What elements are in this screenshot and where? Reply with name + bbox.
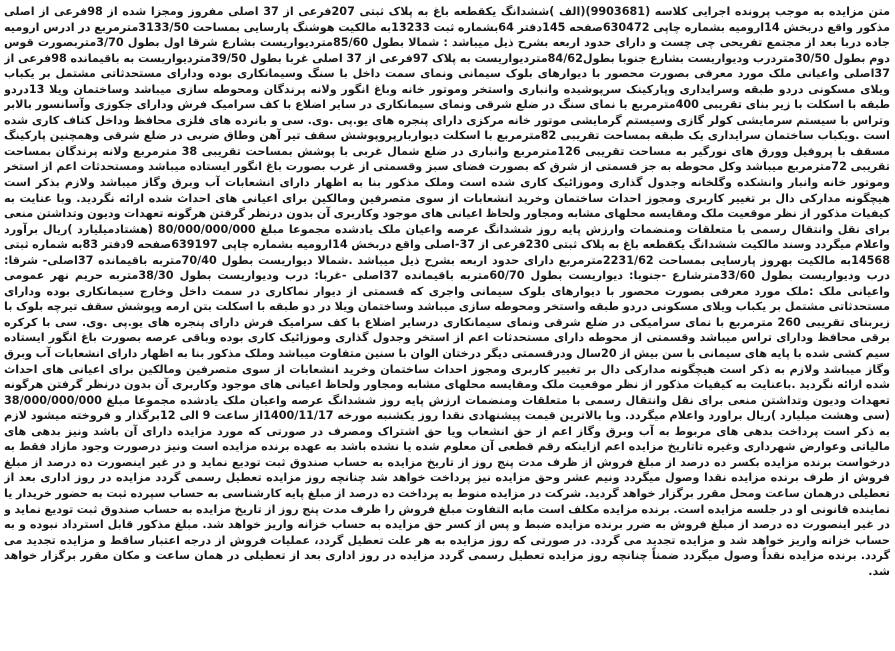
- auction-notice-text: متن مزایده به موجب پرونده اجرایی کلاسه (9903681)(الف )ششدانگ یکقطعه باغ به پلاک ثبتی 207فرعی از 37 اصلی مفروز ومجزا شده از 98فرعی از اصلی مذکور واقع دربخش 14ارومیه بشماره چاپی 630472صفحه 145دفتر 64بشماره ثبت 13233به مالکیت هوشنگ پارسایی بمساحت 3133/50مترمربع در ادرس ارومیه جاده دربا بعد از مجتمع تفریحی چی چست و دارای حدود اربعه بشرح ذیل میباشد : شمالا بطول 85/60متردیواریست بشارع شرقا اول بطول 3/70متربصورت قوس دوم بطول 30/50متردرب ودیواریست بشارع جنوبا بطول84/62متردیواریست به پلاک 97فرعی از 37 اصلی غربا بطول 39/50متردیواریست به باقیمانده 98فرعی از 37اصلی واعیانی ملک مورد معرفی بصورت محصور با دیوارهای بلوک سیمانی ونمای سمت داخل با سنگ وسیمانکاری بوده ودارای مستحدثاتی مشتمل بر یکباب ویلای مسکونی دردو طبقه وسرایداری وپارکینک سرپوشیده وانباری واستخر وموتور خانه وباغ انگور ولانه پرندگان ومحوطه سازی میباشد وساختمان ویلا 13دردو طبقه با اسکلت با زیر بنای تقریبی 400مترمربع با نمای سنگ در ضلع شرقی ونمای سیمانکاری در سایر اضلاع با کف سرامیک فرش ودارای جکوزی وآسانسور بالابر وتراس با سیستم سرمایشی کولر گازی وسیستم گرمایشی موتور خانه مرکزی دارای پنجره های یو.پی .وی. سی و بانرده های فلزی محافظ وداخل کناف کاری شده است .ویکباب ساختمان سرایداری یک طبقه بمساحت تقریبی 82مترمربع با اسکلت دیواربارپروپوشش سقف تیر آهن وطاق ضربی در ضلع شرقی وهمچنین پارکینگ مسقف با پروفیل وورق های نورگیر به مساحت تقریبی 126مترمربع وانباری در ضلع شمال غربی با پوشش بمساحت تقریبی 38 مترمربع ولانه پرندگان بمساحت تقریبی 72مترمربع میباشد وکل محوطه به جز قسمتی از شرق که بصورت فضای سبز وقسمتی از غرب بصورت باغ انگور ایستاده میباشد ومستحدثات اعم از استخر وموتور خانه وانبار وانشکده وگلخانه وجدول گذاری وموزائیک کاری شده است وملک مذکور بنا به اظهار دارای انشعابات آب وبرق وگاز میباشد ولازم بذکر است هیچگونه مدارکی دال بر تغییر کاربری ومجوز احداث ساختمان وخرید انشعابات از سوی متصرفین ومالکین برای اعیانی های احداث شده ارائه نگردید. وبا عنایت به کیفیات مذکور از نظر موقعیت ملک ومقایسه محلهای مشابه ومجاور ولحاظ اعیانی های موجود وکاربری آن بدون درنظر گرفتن هرگونه تعهدات ودیون وتداشتن منعی برای نقل وانتقال رسمی با متعلقات ومنضمات وارزش پایه روز ششدانگ عرصه واعیان ملک یادشده مجموعا مبلغ 80/000/000/000 (هشتادمیلیارد )ریال برآورد واعلام میگردد وسند مالکیت ششدانگ یکقطعه باغ به پلاک ثبتی 230فرعی از 37-اصلی واقع دربخش 14ارومیه بشماره چاپی 639197صفحه 9دفتر 83به شماره ثبتی 14568به مالکیت بهروز پارسایی بمساحت 2231/62مترمربع دارای حدود اربعه بشرح ذیل میباشد .شمالا دیواریست بطول 70/40متربه باقیمانده 37اصلی- شرقا: درب ودیواریست بطول 33/60مترشارع -جنوبا: دیواریست بطول 60/70متربه باقیمانده 37اصلی -غربا: درب ودیواریست بطول 38/30متربه حریم نهر عمومی واعیانی ملک :ملک مورد معرفی بصورت محصور با دیوارهای بلوک سیمانی واجری که قسمتی از دیوار نماکاری در سمت داخل وخارج سیمانکاری بوده ودارای مستحدثاتی مشتمل بر یکباب ویلای مسکونی دردو طبقه واستخر ومحوطه سازی میباشد وساختمان ویلا در دو طبقه با اسکلت بتن ارمه وپوشش سقف تیرچه بلوک با زیربنای تقریبی 260 مترمربع با نمای سرامیکی در ضلع شرقی ونمای سیمانکاری درسایر اضلاع با کف سرامیک فرش دارای پنجره های یو.پی .وی. سی با کرکره برقی محافظ ودارای تراس میباشد وقسمتی از محوطه دارای مستحدثات اعم از استخر وجدول گذاری وموزائیک کاری بوده وباقی عرصه بصورت باغ انگور ایستاده سیم کشی شده با پایه های سیمانی با سن بیش از 20سال ودرقسمتی دیگر درختان الوان با سنین متفاوت میباشد وملک مذکور بنا به اظهار دارای انشعابات آب وبرق وگاز میباشد ولازم به ذکر است هیچگونه مدارکی دال بر تغییر کاربری ومجوز احداث ساختمان وخرید انشعابات از سوی متصرفین ومالکین برای اعیانی های احداث شده ارائه نگردید .باعنایت به کیفیات مذکور از نظر موقعیت ملک ومقایسه محلهای مشابه ومجاور ولحاظ اعیانی های موجود وکاربری آن بدون درنظر گرفتن هرگونه تعهدات ودیون وتداشتن منعی برای نقل وانتقال رسمی با متعلقات ومنضمات ارزش پایه روز ششدانگ عرصه واعیان ملک یادشده مجموعا مبلغ 38/000/000/000 (سی وهشت میلیارد )ریال براورد واعلام میگردد. وبا بالاترین قیمت پیشنهادی نقدا روز یکشنبه مورخه 1400/11/17از ساعت 9 الی 12برگذار و فروخته میشود لازم به ذکر است پرداخت بدهی های مربوط به آب وبرق وگاز اعم از حق انشعاب ویا حق اشتراک ومصرف در صورتی که مورد مزایده دارای آن باشد ونیز بدهی های مالیاتی وعوارض شهرداری وغیره تاتاریخ مزایده اعم ازاینکه رقم قطعی آن معلوم شده یا نشده باشد به عهده برنده مزایده است ونیز درصورت وجود مازاد فقط به درخواست برنده مزایده بکسر ده درصد از مبلغ فروش از ظرف مدت پنج روز از تاریخ مزایده به حساب صندوق ثبت تودیع نماید و در غیر اینصورت ده درصد از مبلغ فروش از طرف برنده مزایده نقدا وصول میگردد ونیم عشر وحق مزایده نیز پرداخت خواهد شد چنانچه روز مزایده تعطیل رسمی گردد مزایده در روز اداری بعد از تعطیلی درهمان ساعت ومحل مقرر برگزار خواهد گردید. شرکت در مزایده منوط به پرداخت ده درصد از مبلغ پایه کارشناسی به حساب سپرده ثبت به حضور خریدار یا نماینده قانونی او در جلسه مزایده است. برنده مزایده مکلف است مابه التفاوت مبلغ فروش را ظرف مدت پنج روز از تاریخ مزایده به حساب صندوق ثبت تودیع نماید و در غیر اینصورت ده درصد از مبلغ فروش به ضرر برنده مزایده ضبط و پس از کسر حق مزایده به حساب خزانه واریز خواهد شد. مبلغ مذکور قابل استرداد نبوده و به حساب خزانه واریز خواهد شد و مزایده تجدید می گردد. در صورتی که روز مزایده به هر علت تعطیل گردد، عملیات فروش از درجه اعتبار ساقط و مزایده تجدید می گردد. برنده مزایده نقداً وصول میگردد ضمناً چنانچه روز مزایده تعطیل رسمی گردد مزایده در روز اداری بعد از تعطیلی در همان ساعت و مکان مقرر برگزار خواهد شد.: [4, 5, 890, 578]
- auction-notice-document: [4, 4, 890, 649]
